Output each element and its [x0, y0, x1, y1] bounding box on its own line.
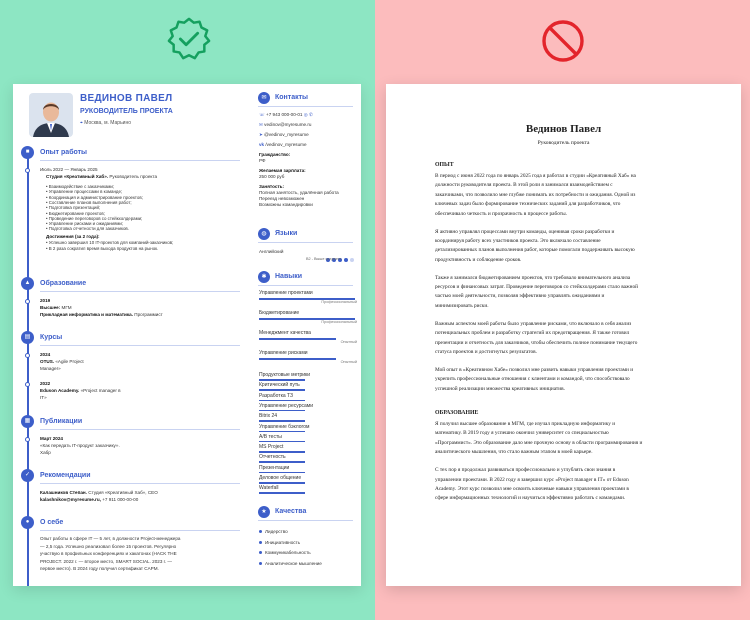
- telegram-text: @vedinov_myresume: [264, 132, 309, 137]
- education-year-text: 2019: [40, 298, 51, 303]
- star-icon: ★: [258, 506, 270, 518]
- divider: [40, 530, 240, 531]
- publication-title: «Как передать IT-продукт заказчику».: [40, 443, 120, 448]
- skill-item: [259, 350, 359, 366]
- document-line: ресурсов и финансовых затрат. Проведение переговоров со стейкхолдерами стало важной: [435, 284, 638, 290]
- divider: [258, 242, 353, 243]
- publication-source: Хабр: [40, 450, 51, 455]
- recommendation-contact: [40, 497, 138, 503]
- quality-text: Инициативность: [265, 539, 301, 545]
- section-title-skills: Навыки: [275, 273, 303, 280]
- skill-name: Бюджетирование: [259, 310, 300, 316]
- skill-bar: [259, 400, 305, 402]
- document-heading-experience: ОПЫТ: [435, 162, 454, 168]
- resume-location: [80, 120, 131, 126]
- skill-name: Bitrix 24: [259, 413, 278, 420]
- messenger-icons: ◎ ✆: [303, 112, 313, 117]
- document-line: укрепить профессиональные отношения с клиентами и командой, что способствовало: [435, 376, 630, 383]
- duty-item: • Координация и администрирование проектов;: [46, 194, 143, 200]
- experience-company: [46, 174, 157, 180]
- bad-resume: [386, 84, 741, 586]
- skill-name: Отчетность: [259, 454, 286, 461]
- document-line: статуса проектов и достигнутых результатов.: [435, 348, 537, 355]
- skill-item: [259, 413, 359, 423]
- document-line: В период с июня 2022 года по январь 2025 года я работал в студии «Креативный Хаб» на: [435, 173, 636, 179]
- skill-item: [259, 310, 359, 326]
- course-name: «Agile Project: [55, 359, 84, 364]
- education-level-label: Высшее:: [40, 305, 61, 310]
- skill-bar: [259, 492, 305, 494]
- employment-line: Возможны командировки: [259, 202, 313, 207]
- resume-position: РУКОВОДИТЕЛЬ ПРОЕКТА: [80, 108, 173, 115]
- section-title-experience: Опыт работы: [40, 149, 88, 156]
- about-line: Опыт работы в сфере IT — 5 лет, в должности Project-менеджера: [40, 536, 181, 541]
- good-resume: [13, 84, 361, 586]
- recommender-company: Студия «Креативный Хаб», CEO: [88, 490, 158, 495]
- divider: [40, 160, 240, 161]
- telegram-icon: ➤: [259, 132, 263, 137]
- skill-level: Опытный: [340, 340, 357, 344]
- skill-bar: [259, 431, 305, 433]
- skill-name: Деловое общение: [259, 475, 302, 481]
- document-line: сфере информационных технологий и научиться эффективно работать с командами.: [435, 495, 626, 502]
- document-line: заказчиками, что позволило мне глубже понимать их потребности и ожидания. Одной из: [435, 191, 636, 198]
- document-heading-education: ОБРАЗОВАНИЕ: [435, 410, 479, 416]
- skill-name: Презентации: [259, 464, 290, 471]
- employment-line: Переезд невозможен: [259, 196, 305, 201]
- skill-bar: [259, 389, 305, 391]
- skill-bar: [259, 441, 305, 443]
- skill-item: [259, 372, 359, 382]
- recommendation-line: [40, 490, 158, 496]
- skill-level: Профессиональный: [321, 320, 357, 324]
- duty-item: • Подготовка презентаций;: [46, 205, 101, 211]
- contact-vk[interactable]: [259, 142, 307, 148]
- divider: [40, 291, 240, 292]
- document-line: обеспечивало четкость и прозрачность в процессе работы.: [435, 210, 567, 217]
- document-line: детализированных планов выполнения работ, которые помогали поддерживать высокую: [435, 247, 635, 254]
- bullet-dot-icon: [259, 530, 262, 533]
- thumbs-up-icon: ✓: [21, 469, 34, 482]
- language-dot: [344, 258, 348, 262]
- divider: [258, 520, 353, 521]
- timeline-dot: [25, 382, 30, 387]
- course-year: [40, 381, 50, 387]
- skill-name: Управление проектами: [259, 290, 313, 296]
- course-line: [40, 359, 84, 365]
- document-line: координируя работу всех участников проекта. Это включало составление: [435, 237, 601, 244]
- course-line-cont: IT»: [40, 395, 47, 400]
- about-line: первое место). В 2024 году получил сертификат CAPM.: [40, 566, 159, 572]
- education-year: [40, 298, 50, 304]
- duty-item: • Управление рисками и ожиданиями;: [46, 221, 124, 227]
- timeline-dot: [25, 353, 30, 358]
- language-dot: [350, 258, 354, 262]
- timeline-dot: [25, 437, 30, 442]
- timeline-dot: [25, 168, 30, 173]
- vk-icon: vk: [259, 142, 265, 147]
- skill-bar: [259, 420, 305, 422]
- skill-level: Профессиональный: [321, 300, 357, 304]
- course-year-text: 2022: [40, 381, 51, 386]
- contacts-icon: ✉: [258, 92, 270, 104]
- course-line-cont: Manager»: [40, 366, 61, 371]
- skill-name: Критический путь: [259, 382, 300, 389]
- language-level: B2 - Выше среднего: [306, 257, 342, 261]
- skill-item: [259, 382, 359, 392]
- divider: [258, 106, 353, 107]
- language-name: Английский: [259, 249, 284, 254]
- divider: [40, 345, 240, 346]
- skill-name: Продуктовые метрики: [259, 372, 311, 378]
- skill-name: MS Project: [259, 444, 284, 451]
- course-year: [40, 352, 50, 358]
- document-name: Вединов Павел: [525, 123, 602, 135]
- skill-bar: [259, 451, 305, 453]
- skill-bar: [259, 472, 305, 474]
- quality-item: [259, 540, 300, 546]
- about-line: PROJECT. 2022 г. — второе место, SMART SOCIAL. 2023 г. —: [40, 558, 172, 564]
- person-icon: ●: [21, 516, 34, 529]
- document-line: «Программист». Это образование дало мне прочную основу в области программирования и: [435, 439, 643, 446]
- resume-name: ВЕДИНОВ ПАВЕЛ: [80, 93, 173, 104]
- skill-item: [259, 444, 359, 454]
- achievement-item: • Успешно завершил 10 IT-проектов для компаний-заказчиков;: [46, 240, 174, 245]
- contact-email[interactable]: [259, 122, 311, 128]
- globe-icon: ◍: [258, 228, 270, 240]
- course-org: OTUS.: [40, 359, 55, 364]
- section-title-courses: Курсы: [40, 334, 63, 341]
- document-line: Мой опыт в «Креативном Хабе» позволил мне развить навыки управления проектами и: [435, 366, 634, 373]
- document-line: Я активно управлял процессами внутри команды, оценивая сроки разработки и: [435, 228, 615, 235]
- section-title-publications: Публикации: [40, 418, 83, 425]
- company-role: Руководитель проекта: [109, 174, 158, 179]
- education-school: МГМ: [61, 305, 72, 310]
- skill-item: [259, 330, 359, 346]
- document-line: продуктивность и соблюдение сроков.: [435, 256, 522, 263]
- section-title-qualities: Качества: [275, 508, 307, 515]
- section-title-languages: Языки: [275, 230, 298, 237]
- divider: [40, 429, 240, 430]
- duty-item: • Взаимодействие с заказчиками;: [46, 184, 115, 189]
- duty-item: • Составление планов выполнения работ;: [46, 199, 132, 205]
- document-line: Важным аспектом моей работы было управление рисками, что включало в себя анализ: [435, 320, 632, 327]
- section-title-recommendations: Рекомендации: [40, 472, 91, 479]
- skill-item: [259, 290, 359, 306]
- skill-bar: [259, 482, 305, 484]
- email-text: vedinov@myresume.ru: [264, 122, 312, 127]
- location-text: Москва, м. Марьино: [84, 120, 132, 126]
- achievement-item: • В 2 раза сократил время выхода продуктов на рынок.: [46, 245, 159, 251]
- duty-item: • Подготовка отчетности для заказчиков.: [46, 226, 129, 232]
- phone-text: +7 943 000-00-01: [266, 112, 303, 117]
- skill-name: Разработка ТЗ: [259, 392, 294, 399]
- skill-item: [259, 465, 359, 475]
- document-line: С тех пор я продолжал развиваться профессионально и углублять свои знания в: [435, 467, 616, 474]
- book-icon: ▤: [21, 331, 34, 344]
- divider: [258, 285, 353, 286]
- publication-date-text: Март 2024: [40, 436, 63, 441]
- briefcase-icon: ■: [21, 146, 34, 159]
- document-line: успешной реализации множества креативных инициатив.: [435, 385, 565, 392]
- recommender-email: kalashnikov@myresume.ru,: [40, 497, 101, 502]
- skill-bar: [259, 461, 305, 463]
- document-line: математику. В 2019 году я успешно окончил университет со специальностью: [435, 430, 609, 437]
- timeline-dot: [25, 299, 30, 304]
- citizenship-label-text: Гражданство:: [259, 152, 291, 157]
- achievements-heading: Достижения (за 2 года):: [46, 234, 100, 239]
- section-title-about: О себе: [40, 519, 64, 526]
- skill-name: A/B тесты: [259, 433, 282, 440]
- experience-dates: Июль 2022 — Январь 2025: [40, 167, 98, 172]
- document-line: управлении проектами. В 2022 году я завершил курс «Project manager в IT» от Eduson: [435, 476, 629, 483]
- contact-telegram[interactable]: [259, 132, 309, 138]
- document-line: Academy. Этот курс позволил мне освоить ключевые навыки управления проектами в: [435, 485, 629, 492]
- phone-icon: ☏: [259, 112, 265, 117]
- skill-name: Управление ресурсами: [259, 402, 313, 409]
- quality-item: [259, 561, 322, 567]
- publication-date: [40, 436, 63, 442]
- skill-bar: [259, 379, 305, 381]
- duty-item: • Проведение переговоров со стейкхолдерами;: [46, 215, 143, 221]
- duty-item: • Управление процессами в команде;: [46, 189, 123, 195]
- section-title-education: Образование: [40, 280, 87, 287]
- employment-label-text: Занятость:: [259, 184, 284, 189]
- skill-item: [259, 475, 359, 485]
- document-line: ключевых задач было формирование технических заданий для разработчиков, что: [435, 201, 621, 208]
- duty-item: • Бюджетирование проектов;: [46, 210, 105, 216]
- quality-item: [259, 529, 288, 535]
- document-line: Я получил высшее образование в МГМ, где изучал прикладную информатику и: [435, 421, 616, 427]
- document-line: презентации и отчетность для заказчиков, чтобы обеспечить полное понимание текущего: [435, 339, 638, 346]
- salary-label-text: Желаемая зарплата:: [259, 168, 306, 173]
- about-line: — 2,5 года. Успешно реализовал более 15 проектов. Регулярно: [40, 543, 177, 549]
- salary-value: 250 000 руб: [259, 174, 285, 179]
- course-org: Eduson Academy.: [40, 388, 80, 393]
- skill-item: [259, 454, 359, 464]
- citizenship-value: РФ: [259, 158, 266, 163]
- skill-item: [259, 403, 359, 413]
- skill-item: [259, 393, 359, 403]
- section-title-contacts: Контакты: [275, 94, 309, 101]
- skill-name: Управление бэклогом: [259, 423, 310, 430]
- education-qualification: Программист: [134, 312, 163, 317]
- skill-item: [259, 434, 359, 444]
- graduation-cap-icon: ▲: [21, 277, 34, 290]
- skill-level: Опытный: [340, 360, 357, 364]
- divider: [40, 483, 240, 484]
- skill-bar: [259, 358, 336, 360]
- skill-item: [259, 424, 359, 434]
- course-year-text: 2024: [40, 352, 51, 357]
- recommender-name: Калашников Степан.: [40, 490, 87, 495]
- document-line: минимизировать риски.: [435, 302, 489, 309]
- quality-item: [259, 550, 311, 556]
- skill-bar: [259, 410, 305, 412]
- bullet-dot-icon: [259, 562, 262, 565]
- company-name: Студия «Креативный Хаб».: [46, 174, 109, 179]
- gear-icon: ✱: [258, 271, 270, 283]
- quality-text: Коммуникабельность: [265, 550, 311, 555]
- skill-item: [259, 485, 359, 495]
- bullet-dot-icon: [259, 551, 262, 554]
- quality-text: Лидерство: [265, 529, 288, 534]
- document-line: потенциальных проблем и разработку стратегий их предотвращения. Я также готовил: [435, 330, 630, 337]
- location-pin-icon: ⌖: [80, 120, 83, 126]
- education-spec-text: Прикладная информатика и математика.: [40, 312, 134, 317]
- avatar: [29, 93, 73, 137]
- document-line: Также я занимался бюджетированием проектов, что требовало внимательного анализа: [435, 274, 631, 281]
- vk-text: /vedinov_myresume: [265, 142, 307, 147]
- employment-line: Полная занятость, удалённая работа: [259, 190, 339, 195]
- skill-bar: [259, 338, 336, 340]
- course-line: [40, 388, 121, 394]
- contact-phone: [259, 112, 313, 118]
- prohibited-icon: [541, 19, 585, 63]
- skill-name: Waterfall: [259, 485, 279, 492]
- education-level: [40, 305, 72, 311]
- skill-name: Менеджмент качества: [259, 330, 311, 336]
- document-icon: ▦: [21, 415, 34, 428]
- recommender-phone: +7 911 000-00-00: [102, 497, 139, 502]
- quality-text: Аналитическое мышление: [265, 560, 322, 566]
- education-spec: [40, 312, 163, 318]
- document-line: аналитического мышления, что стало важным этапом в моей карьере.: [435, 449, 593, 456]
- about-line: участвую в профильных конференциях и хакатонах (HACK THE: [40, 551, 177, 557]
- document-position: Руководитель проекта: [537, 140, 590, 146]
- document-line: должности руководителя проекта. В этой роли я занимался взаимодействием с: [435, 182, 613, 189]
- course-name: «Project manager в: [80, 388, 121, 393]
- check-badge-icon: [166, 16, 212, 62]
- skill-name: Управление рисками: [259, 350, 308, 356]
- email-icon: ✉: [259, 122, 263, 127]
- document-line: частью моей деятельности, позволяя эффективно управлять ожиданиями и: [435, 293, 605, 300]
- bullet-dot-icon: [259, 541, 262, 544]
